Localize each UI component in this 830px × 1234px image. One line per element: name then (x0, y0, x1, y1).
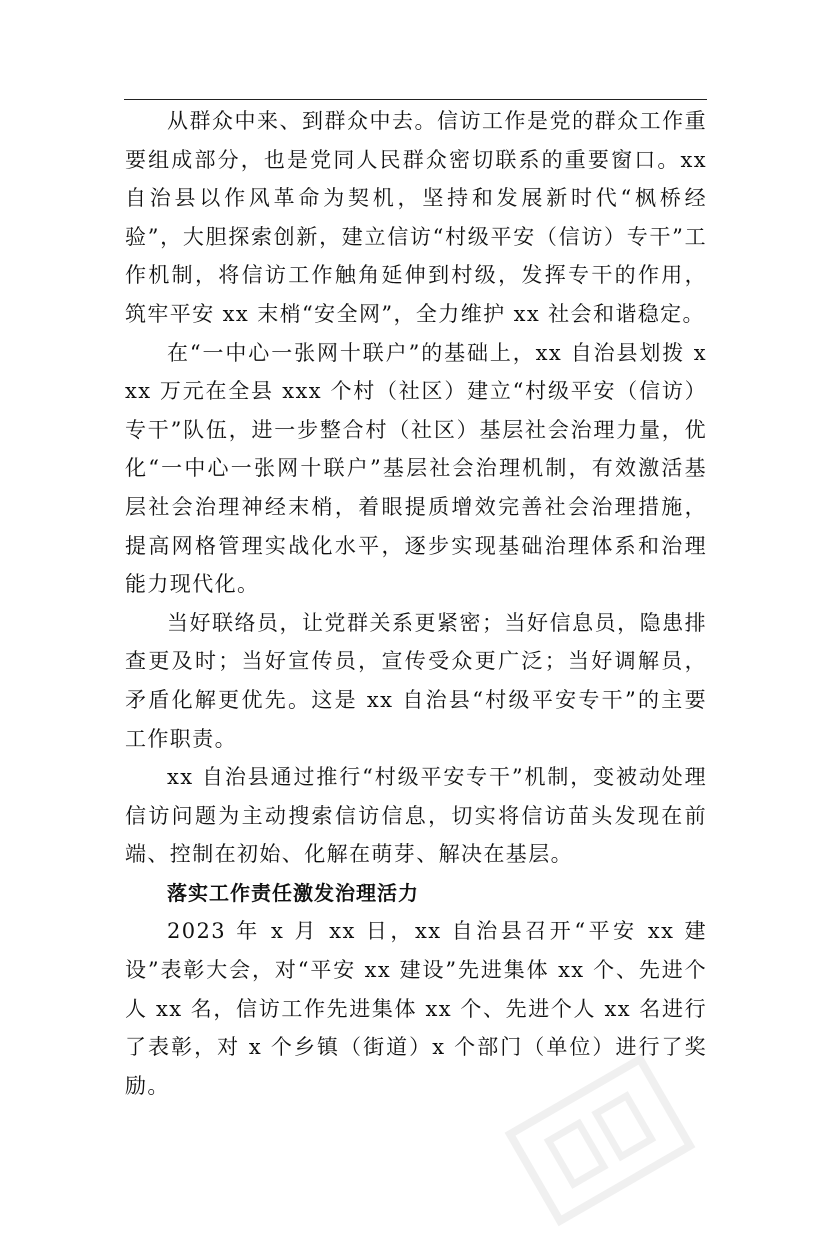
body-paragraph-4: xx 自治县通过推行“村级平安专干”机制，变被动处理信访问题为主动搜索信访信息，切实将信访苗头发现在前端、控制在初始、化解在萌芽、解决在基层。 (125, 765, 707, 867)
body-paragraph-2: 在“一中心一张网十联户”的基础上，xx 自治县划拨 xxx 万元在全县 xxx 个村（社区）建立“村级平安（信访）专干”队伍，进一步整合村（社区）基层社会治理力量，优化“一中心一张网十联户”基层社会治理机制，有效激活基层社会治理神经末梢，着眼提质增效完善社会治理措施，提高网格管理实战化水平，逐步实现基础治理体系和治理能力现代化。 (125, 340, 707, 597)
body-paragraph-1: 从群众中来、到群众中去。信访工作是党的群众工作重要组成部分，也是党同人民群众密切联系的重要窗口。xx 自治县以作风革命为契机，坚持和发展新时代“枫桥经验”，大胆探索创新，建立信访“村级平安（信访）专干”工作机制，将信访工作触角延伸到村级，发挥专干的作用，筑牢平安 xx 末梢“安全网”，全力维护 xx 社会和谐稳定。 (125, 109, 707, 326)
section-heading: 落实工作责任激发治理活力 (167, 880, 419, 905)
document-body (125, 102, 707, 1105)
body-paragraph-3: 当好联络员，让党群关系更紧密；当好信息员，隐患排查更及时；当好宣传员，宣传受众更广泛；当好调解员，矛盾化解更优先。这是 xx 自治县“村级平安专干”的主要工作职责。 (125, 610, 707, 751)
section-paragraph-1: 2023 年 x 月 xx 日，xx 自治县召开“平安 xx 建设”表彰大会，对“平安 xx 建设”先进集体 xx 个、先进个人 xx 名，信访工作先进集体 xx 个、先进个人 xx 名进行了表彰，对 x 个乡镇（街道）x 个部门（单位）进行了奖励。 (125, 919, 707, 1098)
header-divider (124, 99, 707, 100)
